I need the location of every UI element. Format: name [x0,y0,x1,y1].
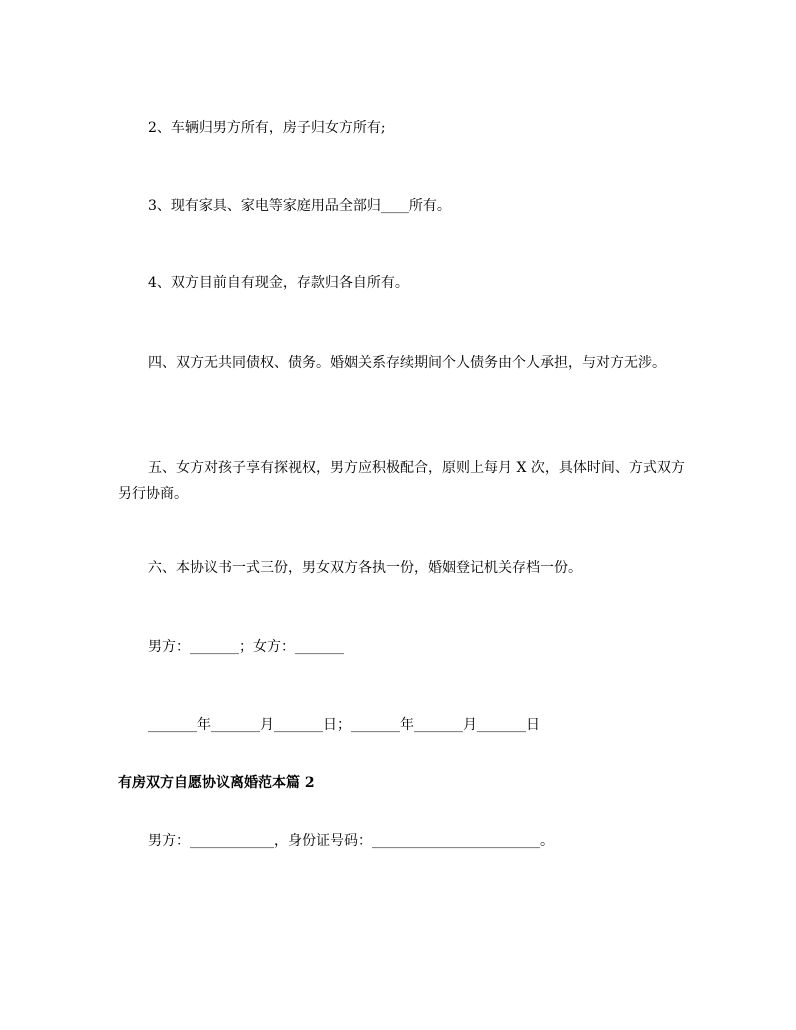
date-line: _______年_______月_______日；_______年_______月_______日 [148,717,540,733]
section-title: 有房双方自愿协议离婚范本篇 2 [118,775,315,791]
clause-six-copies: 六、本协议书一式三份，男女双方各执一份，婚姻登记机关存档一份。 [148,560,582,576]
clause-3-furniture: 3、现有家具、家电等家庭用品全部归____所有。 [148,198,451,214]
signature-line: 男方：_______；女方：_______ [148,639,344,655]
clause-five-visitation: 五、女方对孩子享有探视权，男方应积极配合，原则上每月 X 次，具体时间、方式双方另行协商。 [118,460,685,502]
husband-id-line: 男方：____________，身份证号码：________________________。 [148,833,554,849]
clause-2-vehicle-house: 2、车辆归男方所有，房子归女方所有; [148,120,386,136]
clause-4-cash-savings: 4、双方目前自有现金，存款归各自所有。 [148,275,409,291]
clause-four-debts: 四、双方无共同债权、债务。婚姻关系存续期间个人债务由个人承担，与对方无涉。 [148,355,666,371]
